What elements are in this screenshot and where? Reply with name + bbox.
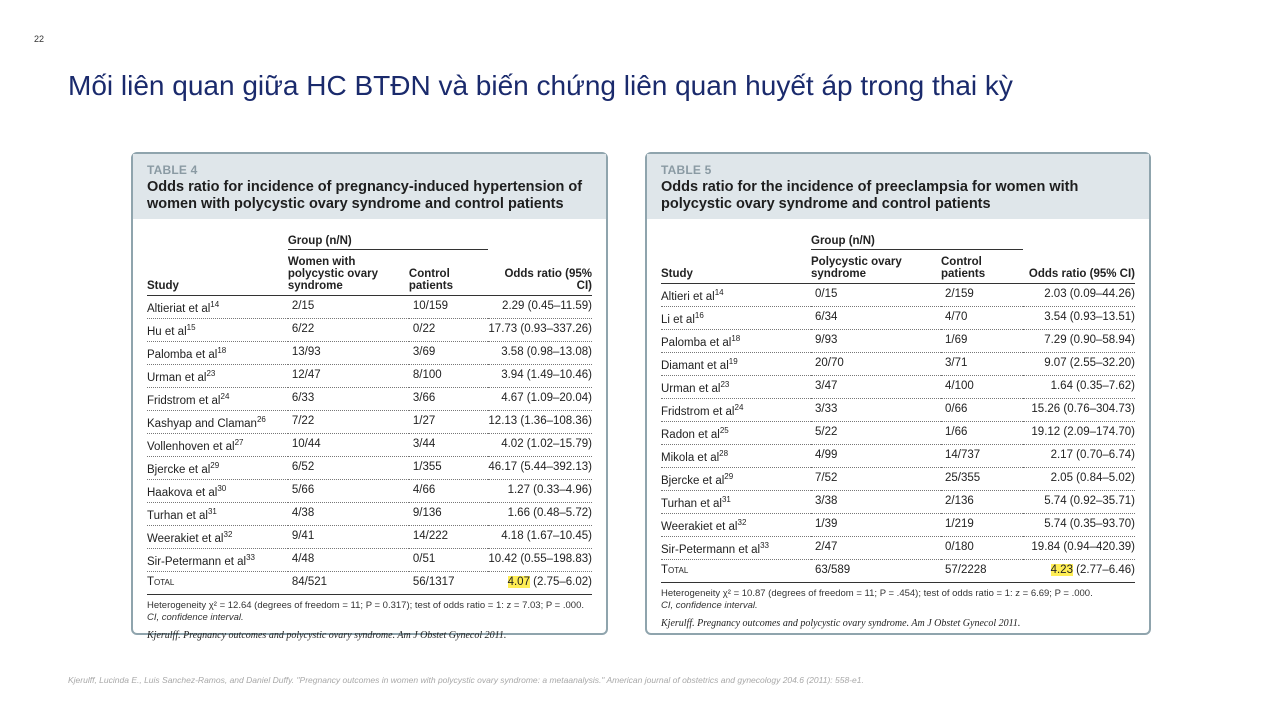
table-row [661,422,1135,445]
study-cell [661,399,811,422]
study-name: Vollenhoven et al [147,440,235,453]
total-label: Total [661,560,811,583]
table4-col-or: Odds ratio (95% CI) [488,250,592,296]
control-cell: 0/180 [941,537,1023,560]
odds-ratio-cell: 3.54 (0.93–13.51) [1023,307,1135,330]
study-ref: 14 [714,288,724,297]
study-cell [661,445,811,468]
control-cell: 4/66 [409,480,489,503]
odds-ratio-cell: 17.73 (0.93–337.26) [488,319,592,342]
study-name: Kashyap and Claman [147,417,257,430]
table-row [661,376,1135,399]
study-ref: 25 [719,426,729,435]
total-row [147,572,592,595]
table4-body [147,296,592,595]
control-cell: 0/22 [409,319,489,342]
study-cell [147,457,288,480]
control-cell: 9/136 [409,503,489,526]
pcos-cell: 3/33 [811,399,941,422]
odds-ratio-cell: 1.64 (0.35–7.62) [1023,376,1135,399]
table-row [661,307,1135,330]
table4-col-study: Study [147,250,288,296]
pcos-cell: 6/34 [811,307,941,330]
odds-ratio-cell: 19.84 (0.94–420.39) [1023,537,1135,560]
table-row [661,330,1135,353]
control-cell: 4/100 [941,376,1023,399]
study-ref: 14 [210,300,220,309]
odds-ratio-cell: 15.26 (0.76–304.73) [1023,399,1135,422]
study-ref: 33 [760,541,769,550]
control-cell: 2/136 [941,491,1023,514]
study-ref: 33 [246,553,255,562]
control-cell: 1/66 [941,422,1023,445]
table5-group-header: Group (n/N) [811,235,875,247]
odds-ratio-cell: 3.58 (0.98–13.08) [488,342,592,365]
study-cell [147,549,288,572]
study-ref: 27 [234,438,244,447]
study-name: Weerakiet et al [147,532,224,545]
control-cell: 14/222 [409,526,489,549]
table5-label: TABLE 5 [661,163,712,177]
table-row [661,514,1135,537]
control-cell: 25/355 [941,468,1023,491]
pcos-cell: 6/33 [288,388,409,411]
total-or-highlight: 4.07 [507,576,530,588]
study-name: Fridstrom et al [661,405,735,418]
study-ref: 18 [731,334,741,343]
study-name: Bjercke et al [661,474,725,487]
odds-ratio-cell: 46.17 (5.44–392.13) [488,457,592,480]
odds-ratio-cell: 5.74 (0.35–93.70) [1023,514,1135,537]
control-cell: 3/71 [941,353,1023,376]
study-name: Bjercke et al [147,463,211,476]
pcos-cell: 3/47 [811,376,941,399]
control-cell: 8/100 [409,365,489,388]
table5-header [647,154,1149,219]
table5-card [645,152,1151,635]
pcos-cell: 0/15 [811,284,941,307]
total-pcos: 63/589 [811,560,941,583]
table5-footnote [661,588,1135,612]
study-name: Sir-Petermann et al [147,555,247,568]
study-name: Mikola et al [661,451,720,464]
study-cell [661,514,811,537]
odds-ratio-cell: 5.74 (0.92–35.71) [1023,491,1135,514]
pcos-cell: 20/70 [811,353,941,376]
study-ref: 32 [223,530,233,539]
pcos-cell: 6/52 [288,457,409,480]
study-ref: 15 [186,323,196,332]
study-name: Urman et al [147,371,207,384]
table-row [147,342,592,365]
total-row [661,560,1135,583]
table4-header [133,154,606,219]
study-cell [147,480,288,503]
study-cell [661,491,811,514]
table-row [147,526,592,549]
pcos-cell: 10/44 [288,434,409,457]
table-row [147,319,592,342]
study-cell [147,411,288,434]
study-name: Urman et al [661,382,721,395]
study-name: Palomba et al [661,336,732,349]
study-cell [661,330,811,353]
study-cell [147,296,288,319]
pcos-cell: 7/52 [811,468,941,491]
table5-footnote-heterogeneity: Heterogeneity χ² = 10.87 (degrees of freedom = 11; P = .454); test of odds ratio = 1: z = 6.69; P = .000. [661,588,1093,599]
pcos-cell: 2/47 [811,537,941,560]
table5-col-control: Control patients [941,250,1023,284]
pcos-cell: 7/22 [288,411,409,434]
table5-body [661,284,1135,583]
slide-title: Mối liên quan giữa HC BTĐN và biến chứng liên quan huyết áp trong thai kỳ [68,70,1013,101]
table4-col-control: Control patients [409,250,489,296]
table4-footnote [147,600,592,624]
control-cell: 1/69 [941,330,1023,353]
study-ref: 23 [206,369,216,378]
total-label: Total [147,572,288,595]
study-ref: 19 [728,357,738,366]
total-control: 56/1317 [409,572,489,595]
study-ref: 31 [207,507,217,516]
table4-col-pcos: Women with polycystic ovary syndrome [288,250,409,296]
odds-ratio-cell: 4.67 (1.09–20.04) [488,388,592,411]
table-row [147,457,592,480]
total-or-highlight: 4.23 [1050,564,1073,576]
control-cell: 1/355 [409,457,489,480]
study-name: Altieriat et al [147,302,211,315]
study-cell [661,422,811,445]
total-or-ci: (2.77–6.46) [1076,564,1135,576]
odds-ratio-cell: 9.07 (2.55–32.20) [1023,353,1135,376]
pcos-cell: 4/99 [811,445,941,468]
pcos-cell: 5/66 [288,480,409,503]
pcos-cell: 1/39 [811,514,941,537]
study-name: Altieri et al [661,290,715,303]
study-name: Fridstrom et al [147,394,221,407]
pcos-cell: 4/48 [288,549,409,572]
study-name: Turhan et al [661,497,722,510]
table5-col-or: Odds ratio (95% CI) [1023,250,1135,284]
study-cell [661,468,811,491]
table-row [661,537,1135,560]
table-row [661,353,1135,376]
study-cell [661,284,811,307]
table-row [661,491,1135,514]
study-ref: 23 [720,380,730,389]
study-name: Palomba et al [147,348,218,361]
odds-ratio-cell: 2.29 (0.45–11.59) [488,296,592,319]
control-cell: 1/27 [409,411,489,434]
control-cell: 0/66 [941,399,1023,422]
table4-label: TABLE 4 [147,163,198,177]
pcos-cell: 6/22 [288,319,409,342]
pcos-cell: 3/38 [811,491,941,514]
study-name: Haakova et al [147,486,218,499]
table-row [661,284,1135,307]
study-cell [661,537,811,560]
study-name: Weerakiet et al [661,520,738,533]
odds-ratio-cell: 4.18 (1.67–10.45) [488,526,592,549]
odds-ratio-cell: 2.03 (0.09–44.26) [1023,284,1135,307]
odds-ratio-cell: 1.66 (0.48–5.72) [488,503,592,526]
pcos-cell: 12/47 [288,365,409,388]
study-ref: 32 [737,518,747,527]
study-ref: 29 [210,461,220,470]
table-row [147,365,592,388]
table5-footnote-ci: CI, confidence interval. [661,600,758,611]
control-cell: 0/51 [409,549,489,572]
study-name: Sir-Petermann et al [661,543,761,556]
study-cell [147,365,288,388]
table4-source: Kjerulff. Pregnancy outcomes and polycystic ovary syndrome. Am J Obstet Gynecol 2011. [147,630,507,641]
odds-ratio-cell: 7.29 (0.90–58.94) [1023,330,1135,353]
table-row [661,399,1135,422]
study-cell [147,503,288,526]
control-cell: 4/70 [941,307,1023,330]
study-cell [147,342,288,365]
table-row [147,296,592,319]
control-cell: 2/159 [941,284,1023,307]
study-ref: 29 [724,472,734,481]
table5 [661,225,1135,583]
slide-number: 22 [34,34,45,44]
study-cell [147,434,288,457]
study-cell [147,388,288,411]
odds-ratio-cell: 12.13 (1.36–108.36) [488,411,592,434]
total-odds-ratio [488,572,592,595]
table-row [147,549,592,572]
study-ref: 31 [721,495,731,504]
control-cell: 10/159 [409,296,489,319]
odds-ratio-cell: 1.27 (0.33–4.96) [488,480,592,503]
table5-source: Kjerulff. Pregnancy outcomes and polycystic ovary syndrome. Am J Obstet Gynecol 2011. [661,618,1021,629]
table4-group-header: Group (n/N) [287,235,352,247]
table4-footnote-heterogeneity: Heterogeneity χ² = 12.64 (degrees of freedom = 11; P = 0.317); test of odds ratio = 1: z = 7.03; P = .000. [147,600,584,611]
control-cell: 1/219 [941,514,1023,537]
study-ref: 24 [220,392,230,401]
table4 [147,225,592,595]
table-row [147,503,592,526]
table5-col-study: Study [661,250,811,284]
study-cell [661,353,811,376]
odds-ratio-cell: 2.05 (0.84–5.02) [1023,468,1135,491]
study-name: Diamant et al [661,359,729,372]
pcos-cell: 9/93 [811,330,941,353]
study-name: Radon et al [661,428,720,441]
odds-ratio-cell: 19.12 (2.09–174.70) [1023,422,1135,445]
odds-ratio-cell: 3.94 (1.49–10.46) [488,365,592,388]
table4-card [131,152,608,641]
control-cell: 14/737 [941,445,1023,468]
total-or-ci: (2.75–6.02) [533,576,592,588]
citation: Kjerulff, Lucinda E., Luis Sanchez-Ramos, and Daniel Duffy. "Pregnancy outcomes in women with polycystic ovary syndrome: a metaanalysis." American journal of obstetrics and gynecology 204.6 (2011): 558-e1. [68,675,864,685]
table-row [147,480,592,503]
odds-ratio-cell: 4.02 (1.02–15.79) [488,434,592,457]
pcos-cell: 5/22 [811,422,941,445]
study-ref: 24 [734,403,744,412]
control-cell: 3/66 [409,388,489,411]
pcos-cell: 4/38 [288,503,409,526]
study-cell [147,526,288,549]
table4-caption: Odds ratio for incidence of pregnancy-induced hypertension of women with polycystic ovary syndrome and control patients [147,179,583,212]
study-name: Li et al [661,313,695,326]
table4-footnote-ci: CI, confidence interval. [147,612,244,623]
table-row [661,468,1135,491]
study-cell [147,319,288,342]
study-cell [661,376,811,399]
pcos-cell: 9/41 [288,526,409,549]
odds-ratio-cell: 2.17 (0.70–6.74) [1023,445,1135,468]
pcos-cell: 2/15 [288,296,409,319]
table-row [147,434,592,457]
table-row [661,445,1135,468]
study-ref: 30 [217,484,227,493]
total-pcos: 84/521 [288,572,409,595]
table5-caption: Odds ratio for the incidence of preeclampsia for women with polycystic ovary syndrome and control patients [661,179,1079,212]
pcos-cell: 13/93 [288,342,409,365]
table-row [147,388,592,411]
table-row [147,411,592,434]
total-control: 57/2228 [941,560,1023,583]
study-ref: 26 [256,415,266,424]
study-ref: 28 [719,449,729,458]
odds-ratio-cell: 10.42 (0.55–198.83) [488,549,592,572]
study-name: Turhan et al [147,509,208,522]
control-cell: 3/44 [409,434,489,457]
study-ref: 18 [217,346,227,355]
table5-col-pcos: Polycystic ovary syndrome [811,250,941,284]
control-cell: 3/69 [409,342,489,365]
study-cell [661,307,811,330]
total-odds-ratio [1023,560,1135,583]
study-ref: 16 [694,311,704,320]
study-name: Hu et al [147,325,187,338]
